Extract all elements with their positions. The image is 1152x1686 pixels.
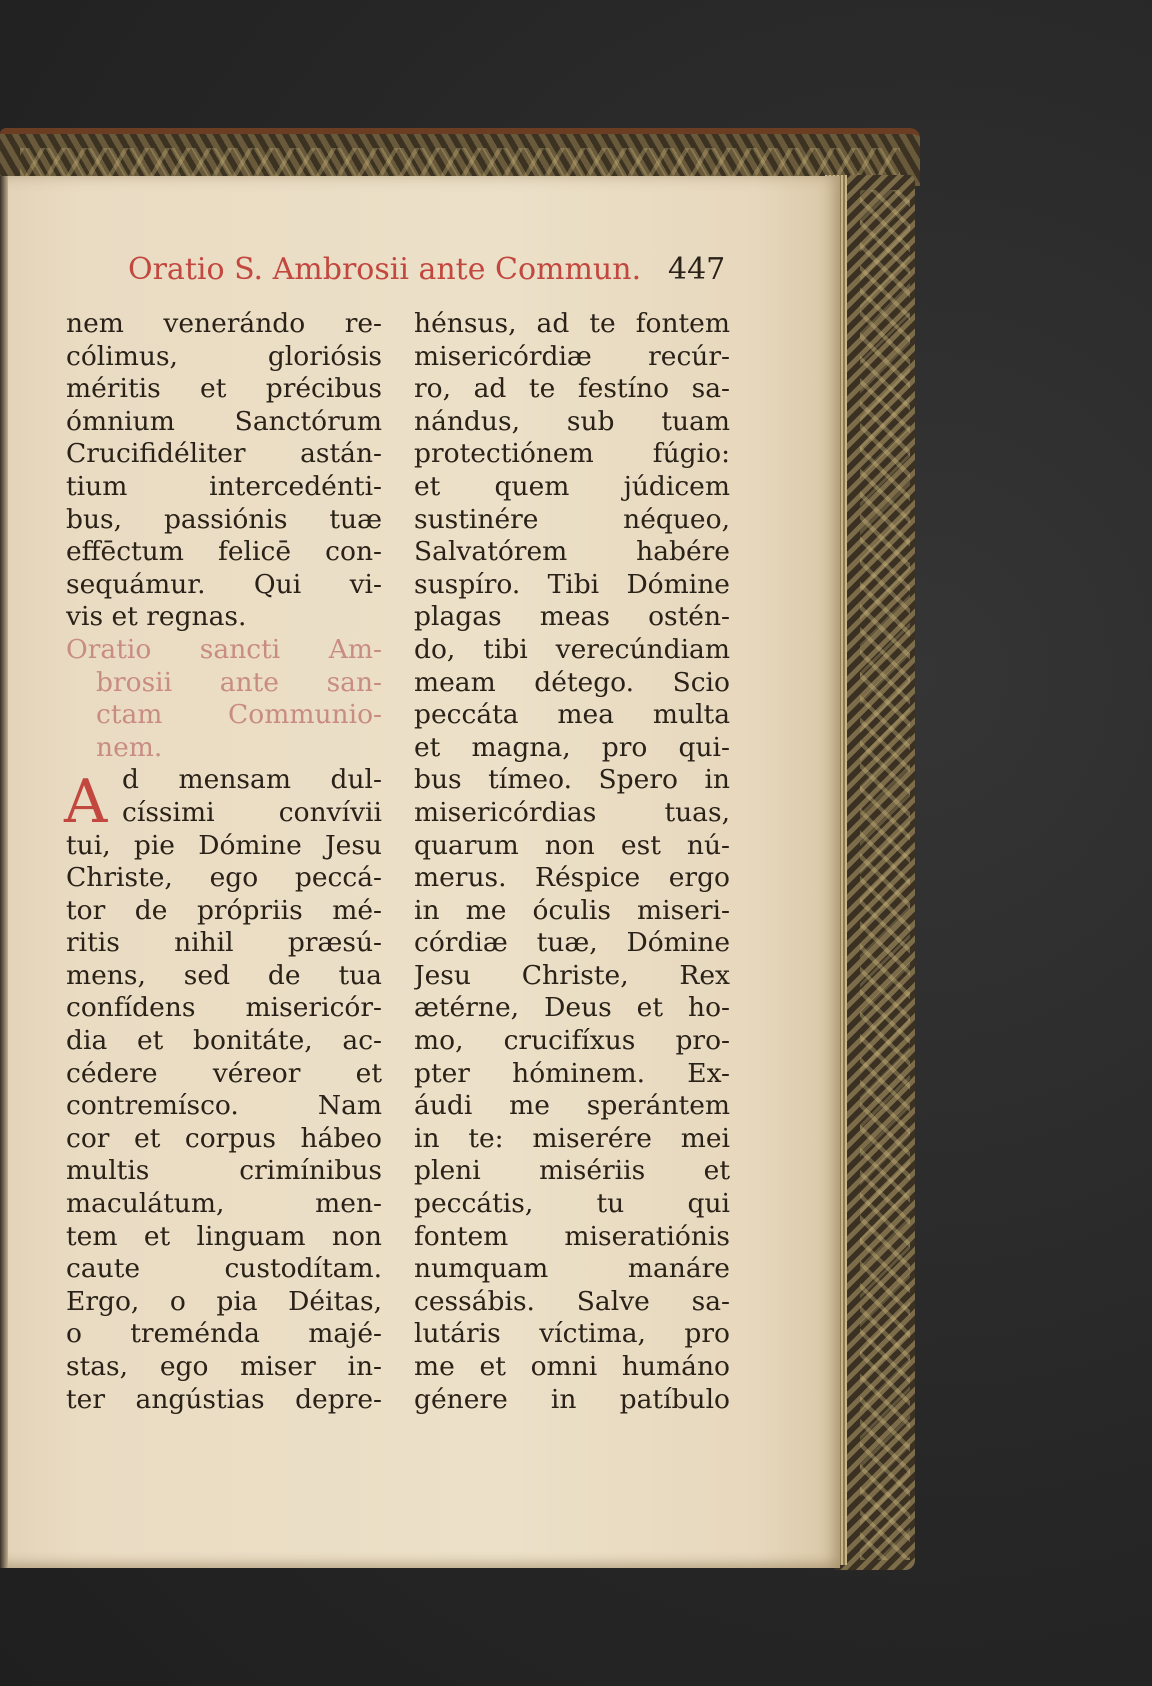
text-line: quarum non est nú- <box>414 829 730 861</box>
text-line: méritis et précibus <box>66 373 382 405</box>
text-line: multis crimínibus <box>66 1155 382 1187</box>
text-line: Crucifidéliter astán- <box>66 438 382 470</box>
text-line: Ergo, o pia Déitas, <box>66 1285 382 1317</box>
text-line: in te: miserére mei <box>414 1122 730 1154</box>
ornamental-border-right <box>860 190 910 1560</box>
text-line: me et omni humáno <box>414 1351 730 1382</box>
text-line: ctam Communio- <box>96 699 382 731</box>
text-line: Oratio sancti Am- <box>66 633 382 665</box>
text-line: sequámur. Qui vi- <box>66 568 382 600</box>
text-line: génere in patíbulo <box>414 1383 730 1415</box>
text-line: dia et bonitáte, ac- <box>66 1025 382 1057</box>
text-line: effēctum felicē con- <box>66 536 382 568</box>
running-title: Oratio S. Ambrosii ante Commun. <box>128 252 642 287</box>
text-line: ómnium Sanctórum <box>66 405 382 437</box>
text-line: mens, sed de tua <box>66 959 382 991</box>
text-line: córdiæ tuæ, Dómine <box>414 927 730 959</box>
text-line: contremísco. Nam <box>66 1090 382 1122</box>
text-line: brosii ante san- <box>96 666 382 698</box>
text-line: mo, crucifíxus pro- <box>414 1025 730 1057</box>
drop-cap-paragraph <box>64 764 382 838</box>
text-line: hénsus, ad te fontem <box>414 308 730 339</box>
left-column-text <box>66 308 382 634</box>
text-line: bus tímeo. Spero in <box>414 764 730 796</box>
text-line: o treménda majé- <box>66 1318 382 1350</box>
text-line: cor et corpus hábeo <box>66 1122 382 1154</box>
text-line: ritis nihil præsú- <box>66 927 382 959</box>
text-line: vis et regnas. <box>66 601 247 633</box>
text-line: sustinére néqueo, <box>414 503 730 535</box>
ornamental-border-top <box>20 148 900 176</box>
page-number: 447 <box>668 252 726 287</box>
text-line: císsimi convívii <box>122 796 382 828</box>
rubric-heading <box>66 634 382 764</box>
text-line: misericórdias tuas, <box>414 796 730 828</box>
text-line: nem. <box>96 731 163 763</box>
text-line: ro, ad te festíno sa- <box>414 373 730 405</box>
text-line: protectiónem fúgio: <box>414 438 730 470</box>
text-line: lutáris víctima, pro <box>414 1318 730 1350</box>
text-line: bus, passiónis tuæ <box>66 503 382 535</box>
text-line: numquam manáre <box>414 1253 730 1285</box>
text-line: ætérne, Deus et ho- <box>414 992 730 1024</box>
text-line: do, tibi verecúndiam <box>414 633 730 665</box>
text-line: suspíro. Tibi Dómine <box>414 568 730 600</box>
text-line: áudi me sperántem <box>414 1090 730 1122</box>
text-line: d mensam dul- <box>122 764 382 796</box>
text-line: confídens misericór- <box>66 992 382 1024</box>
page-gutter <box>0 176 8 1568</box>
text-line: tem et linguam non <box>66 1220 382 1252</box>
right-column-text <box>414 308 730 1416</box>
text-line: Salvatórem habére <box>414 536 730 568</box>
drop-cap-lines <box>66 764 382 829</box>
text-line: nem venerándo re- <box>66 308 382 339</box>
text-line: Jesu Christe, Rex <box>414 959 730 991</box>
text-line: nándus, sub tuam <box>414 405 730 437</box>
text-line: peccátis, tu qui <box>414 1188 730 1220</box>
text-line: misericórdiæ recúr- <box>414 340 730 372</box>
text-line: cessábis. Salve sa- <box>414 1285 730 1317</box>
text-line: caute custodítam. <box>66 1253 382 1285</box>
prayer-text <box>66 830 382 1417</box>
text-line: cólimus, gloriósis <box>66 340 382 372</box>
text-line: tor de própriis mé- <box>66 894 382 926</box>
text-line: fontem miseratiónis <box>414 1220 730 1252</box>
text-line: maculátum, men- <box>66 1188 382 1220</box>
text-line: et magna, pro qui- <box>414 731 730 763</box>
text-line: Christe, ego peccá- <box>66 862 382 894</box>
text-line: meam détego. Scio <box>414 666 730 698</box>
left-column <box>66 308 382 1416</box>
text-line: peccáta mea multa <box>414 699 730 731</box>
right-column <box>414 308 730 1416</box>
text-line: et quem júdicem <box>414 470 730 502</box>
drop-cap-letter: A <box>64 767 108 838</box>
text-line: pter hóminem. Ex- <box>414 1057 730 1089</box>
text-line: stas, ego miser in- <box>66 1351 382 1382</box>
text-line: cédere véreor et <box>66 1057 382 1089</box>
text-line: ter angústias depre- <box>66 1383 382 1415</box>
text-line: tui, pie Dómine Jesu <box>66 829 382 861</box>
text-line: in me óculis miseri- <box>414 894 730 926</box>
text-line: tium intercedénti- <box>66 470 382 502</box>
text-line: pleni misériis et <box>414 1155 730 1187</box>
text-line: merus. Réspice ergo <box>414 862 730 894</box>
text-line: plagas meas ostén- <box>414 601 730 633</box>
